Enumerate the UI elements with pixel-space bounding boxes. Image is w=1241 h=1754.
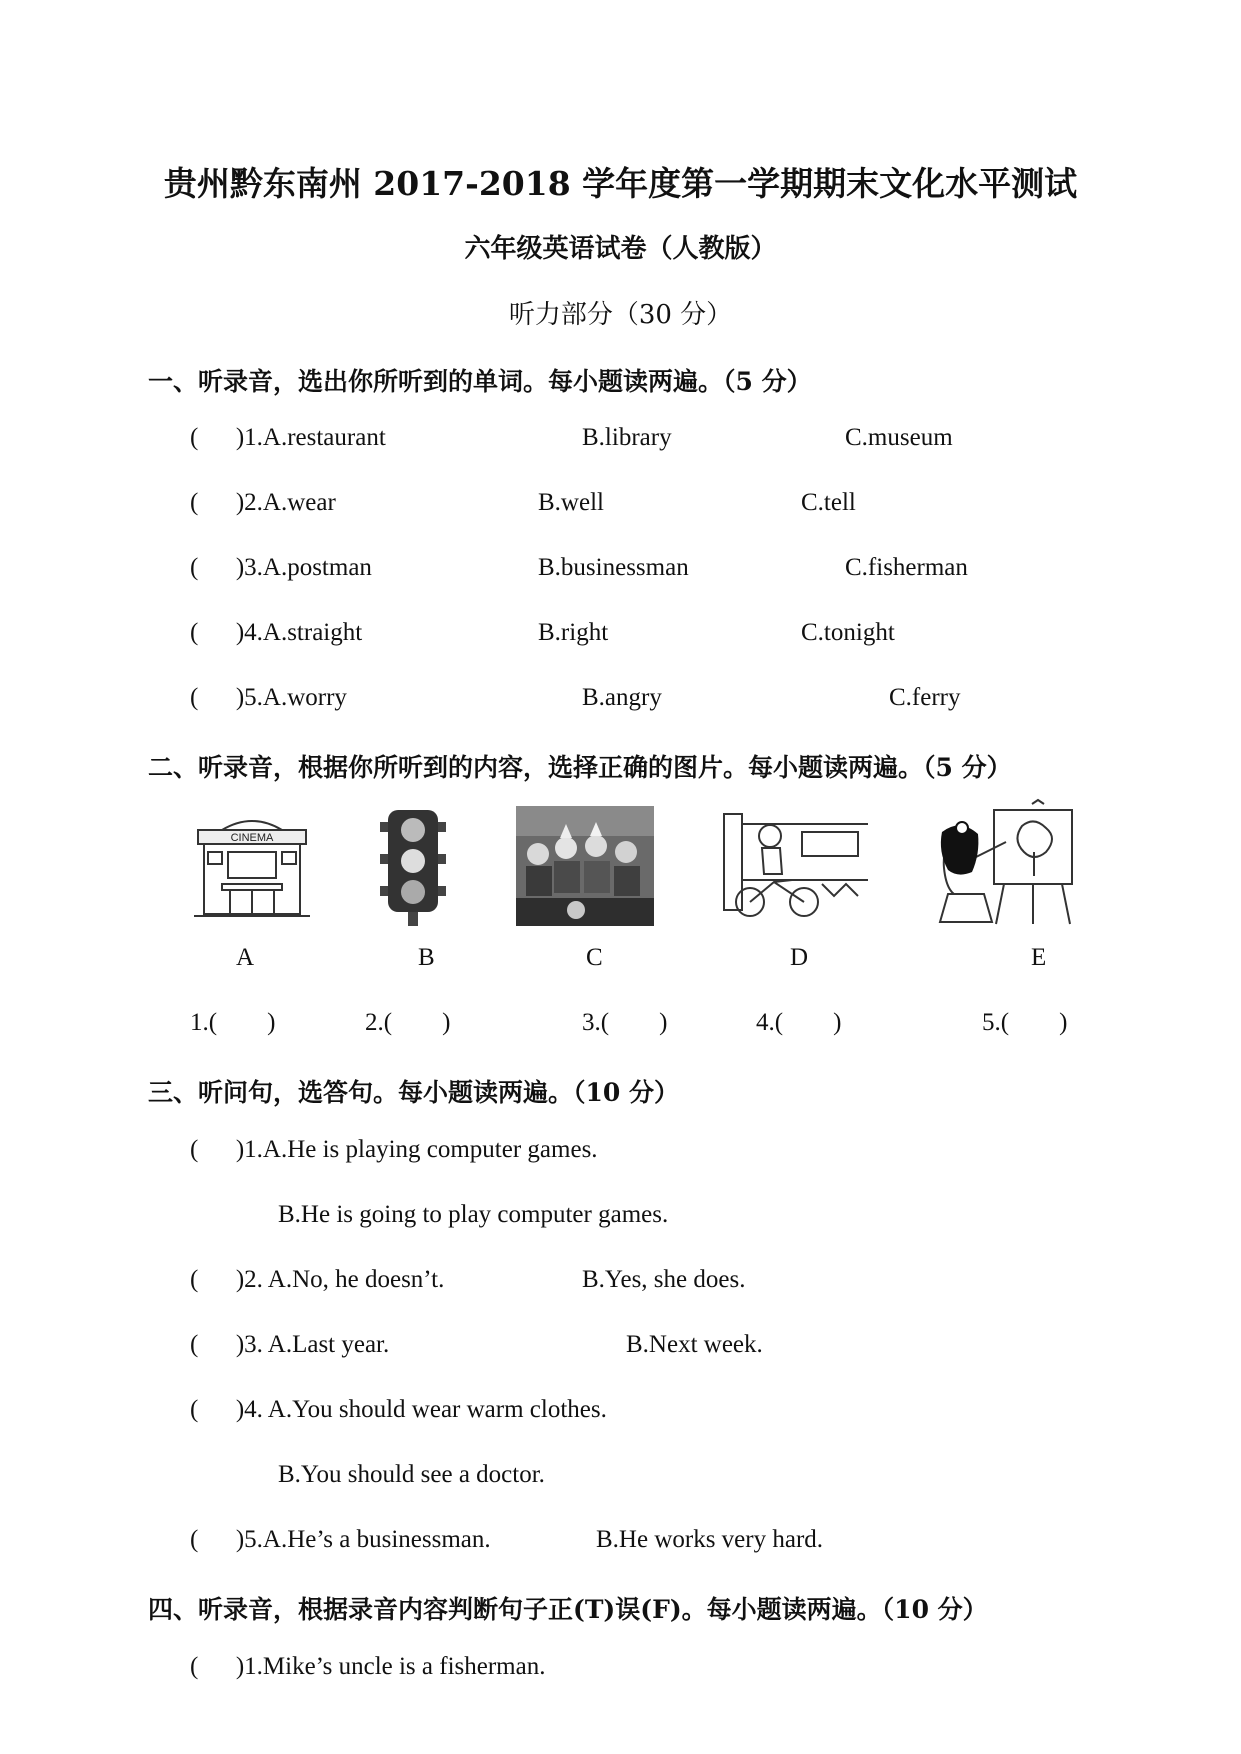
s2-answer-2: 2.( ) [365, 1009, 451, 1036]
picture-letter-b: B [418, 944, 435, 971]
s3-q4-a: ( )4. A.You should wear warm clothes. [190, 1396, 607, 1423]
boy-riding-bike-icon [722, 810, 870, 925]
s3-q2-b: B.Yes, she does. [582, 1266, 746, 1293]
s2-answer-1: 1.( ) [190, 1009, 276, 1036]
s4-q1: ( )1.Mike’s uncle is a fisherman. [190, 1653, 546, 1680]
party-photo [516, 806, 654, 926]
s2-answer-4: 4.( ) [756, 1009, 842, 1036]
s1-q3-b: B.businessman [538, 554, 689, 581]
s1-q4-c: C.tonight [801, 619, 895, 646]
s1-q3-a: ( )3.A.postman [190, 554, 372, 581]
s1-q4-b: B.right [538, 619, 609, 646]
cinema-sign: CINEMA [230, 832, 274, 844]
page-subtitle: 六年级英语试卷（人教版） [464, 234, 777, 264]
section2-heading: 二、听录音，根据你所听到的内容，选择正确的图片。每小题读两遍。（5 分） [148, 753, 1012, 782]
s1-q3-c: C.fisherman [845, 554, 968, 581]
page-title: 贵州黔东南州 2017-2018 学年度第一学期期末文化水平测试 [163, 164, 1078, 203]
s2-answer-3: 3.( ) [582, 1009, 668, 1036]
s3-q5-a: ( )5.A.He’s a businessman. [190, 1526, 491, 1553]
section4-heading: 四、听录音，根据录音内容判断句子正(T)误(F)。每小题读两遍。（10 分） [148, 1595, 988, 1624]
cinema-icon [192, 808, 312, 923]
picture-letter-e: E [1031, 944, 1047, 971]
picture-letter-d: D [790, 944, 809, 971]
s3-q1-b: B.He is going to play computer games. [278, 1201, 669, 1228]
s1-q2-a: ( )2.A.wear [190, 489, 336, 516]
s1-q1-a: ( )1.A.restaurant [190, 424, 386, 451]
s2-answer-5: 5.( ) [982, 1009, 1068, 1036]
part-heading: 听力部分（30 分） [508, 300, 733, 330]
s3-q3-a: ( )3. A.Last year. [190, 1331, 390, 1358]
s3-q1-a: ( )1.A.He is playing computer games. [190, 1136, 598, 1163]
s3-q3-b: B.Next week. [626, 1331, 763, 1358]
picture-letter-c: C [586, 944, 603, 971]
traffic-light-icon [378, 808, 448, 928]
s1-q5-c: C.ferry [889, 684, 961, 711]
s3-q4-b: B.You should see a doctor. [278, 1461, 545, 1488]
section3-heading: 三、听问句，选答句。每小题读两遍。（10 分） [148, 1078, 679, 1107]
s1-q1-b: B.library [582, 424, 672, 451]
s3-q2-a: ( )2. A.No, he doesn’t. [190, 1266, 445, 1293]
picture-letter-a: A [236, 944, 255, 971]
s1-q2-b: B.well [538, 489, 604, 516]
section1-heading: 一、听录音，选出你所听到的单词。每小题读两遍。（5 分） [148, 367, 812, 396]
s1-q2-c: C.tell [801, 489, 856, 516]
s1-q4-a: ( )4.A.straight [190, 619, 363, 646]
s1-q1-c: C.museum [845, 424, 953, 451]
s3-q5-b: B.He works very hard. [596, 1526, 824, 1553]
girl-painting-icon [934, 798, 1076, 926]
s1-q5-a: ( )5.A.worry [190, 684, 347, 711]
s1-q5-b: B.angry [582, 684, 662, 711]
